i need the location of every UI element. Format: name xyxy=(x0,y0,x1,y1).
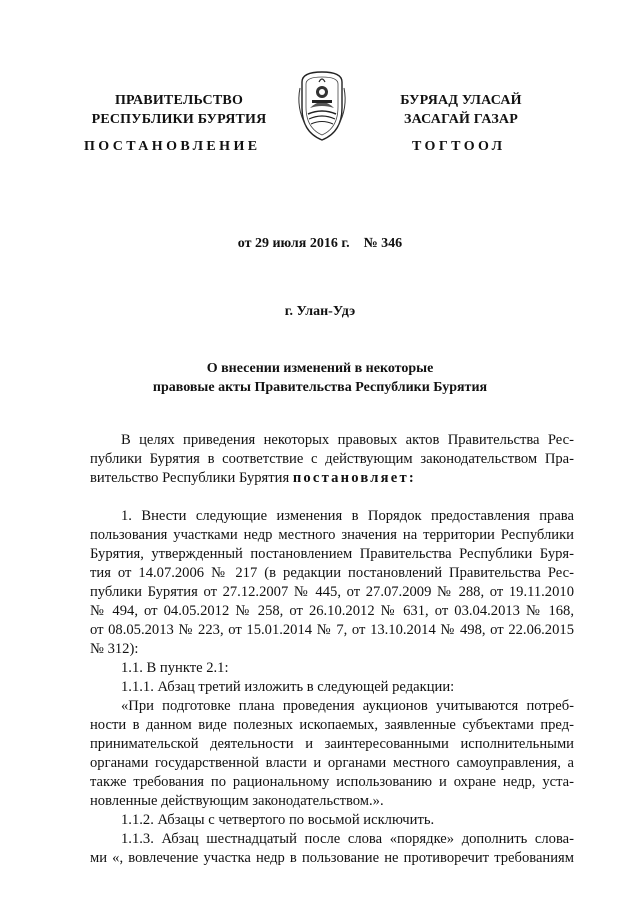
document-title-line2: правовые акты Правительства Республики Бурятия xyxy=(152,380,488,395)
preamble-line-3 xyxy=(90,469,574,488)
item-1-1: 1.1. В пункте 2.1: xyxy=(121,660,229,676)
paragraph-1-line-6: № 494, от 04.05.2012 № 258, от 26.10.2012 № 631, от 03.04.2013 № 168, xyxy=(90,603,574,619)
item-1-1-2: 1.1.2. Абзацы с четвертого по восьмой исключить. xyxy=(121,812,435,828)
authority-name-buryat xyxy=(376,91,546,129)
doc-type-russian: ПОСТАНОВЛЕНИЕ xyxy=(84,139,261,154)
date-and-number: от 29 июля 2016 г. № 346 xyxy=(237,236,403,251)
authority-name-buryat-line2: ЗАСАГАЙ ГАЗАР xyxy=(403,112,518,127)
authority-name-buryat-line1: БУРЯАД УЛАСАЙ xyxy=(400,93,522,108)
authority-name-russian-line1: ПРАВИТЕЛЬСТВО xyxy=(114,93,244,108)
paragraph-1-line-2: пользования участками недр местного значения на территории Республики xyxy=(90,527,574,543)
paragraph-1-line-5: публики Бурятия от 27.12.2007 № 445, от 27.07.2009 № 288, от 19.11.2010 xyxy=(90,584,574,600)
preamble-line-3-text: вительство Республики Бурятия xyxy=(90,470,293,486)
paragraph-1-line-8: № 312): xyxy=(90,641,139,657)
resolves-word: постановляет: xyxy=(292,470,416,486)
authority-name-russian xyxy=(86,91,272,129)
quote-line-3: принимательской деятельности и заинтересованными исполнительными xyxy=(90,736,574,752)
preamble-line-1: В целях приведения некоторых правовых актов Правительства Рес- xyxy=(121,432,574,448)
paragraph-1-line-1: 1. Внести следующие изменения в Порядок предоставления права xyxy=(121,508,574,524)
document-title-line1: О внесении изменений в некоторые xyxy=(206,361,434,376)
quote-line-5: также требования по рациональному использованию и охране недр, уста- xyxy=(90,774,574,790)
item-1-1-3-line-2: ми «, вовлечение участка недр в пользование не противоречит требованиям xyxy=(90,850,574,866)
quote-line-4: органами государственной власти и органами местного самоуправления, а xyxy=(90,755,574,771)
document-title xyxy=(0,359,640,397)
authority-name-russian-line2: РЕСПУБЛИКИ БУРЯТИЯ xyxy=(91,112,267,127)
paragraph-1-line-3: Бурятия, утвержденный постановлением Правительства Республики Буря- xyxy=(90,546,574,562)
item-1-1-3-line-1: 1.1.3. Абзац шестнадцатый после слова «порядке» дополнить слова- xyxy=(121,831,574,847)
city: г. Улан-Удэ xyxy=(284,304,356,319)
preamble-line-2: публики Бурятия в соответствие с действующим законодательством Пра- xyxy=(90,451,574,467)
quote-line-2: ности в данном виде полезных ископаемых, заявленные субъектами пред- xyxy=(90,717,574,733)
paragraph-1-line-7: от 08.05.2013 № 223, от 15.01.2014 № 7, от 13.10.2014 № 498, от 22.06.2015 xyxy=(90,622,574,638)
paragraph-1-line-4: тия от 14.07.2006 № 217 (в редакции постановлений Правительства Рес- xyxy=(90,565,574,581)
coat-of-arms-icon xyxy=(292,68,352,144)
quote-line-6: новленные действующим законодательством.». xyxy=(90,793,384,809)
doc-type-buryat: ТОГТООЛ xyxy=(412,139,506,154)
item-1-1-1: 1.1.1. Абзац третий изложить в следующей редакции: xyxy=(121,679,455,695)
quote-line-1: «При подготовке плана проведения аукционов учитываются потреб- xyxy=(121,698,574,714)
